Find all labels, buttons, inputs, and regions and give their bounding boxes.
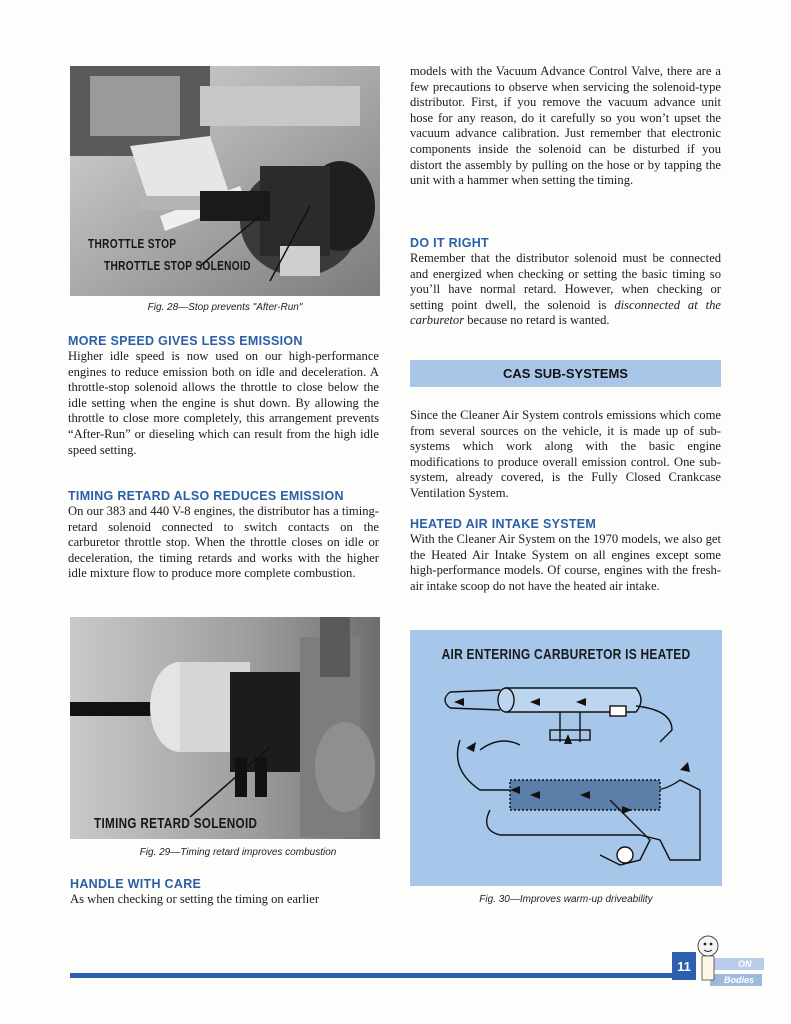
heading-do-it-right: DO IT RIGHT [410,236,489,250]
watermark-text-top: ON [738,959,752,969]
fig29-photo [70,617,380,839]
fig30-caption: Fig. 30—Improves warm-up driveability [479,894,653,905]
timing-retard-solenoid-label: TIMING RETARD SOLENOID [94,815,258,832]
paragraph-more-speed: Higher idle speed is now used on our high-performance engines to reduce emission both on idle and deceleration. A throttle-stop solenoid allows the throttle to close below the idle setting when the engine is shut down. By allowing the throttle to close more completely, this arrangement prevents “After-Run” or dieseling which can result from the high idle speed setting. [68,349,379,457]
heading-heated-air-intake: HEATED AIR INTAKE SYSTEM [410,517,597,531]
watermark-logo [696,930,768,992]
fig30-diagram [410,630,722,886]
throttle-stop-label: THROTTLE STOP [88,236,177,251]
do-it-right-text-a: Remember that the distributor solenoid must be connected and energized when checking or setting the basic timing so you’ll have normal retard. However, when checking or setting point dwell, the solenoid is [410,251,721,312]
paragraph-handle-with-care: As when checking or setting the timing on earlier [70,892,320,906]
throttle-stop-solenoid-label: THROTTLE STOP SOLENOID [104,258,251,273]
heading-handle-with-care: HANDLE WITH CARE [70,877,202,891]
fig28-caption: Fig. 28—Stop prevents "After-Run" [147,302,303,313]
footer-rule [70,973,675,978]
paragraph-timing-retard: On our 383 and 440 V-8 engines, the distributor has a timing-retard solenoid connected to switch contacts on the carburetor throttle stop. When the throttle closes on idle or deceleration, the timing retards and works with the higher idle mixture flow to produce more complete combustion. [68,504,379,581]
do-it-right-text-b: because no retard is wanted. [464,313,610,328]
page-number: 11 [672,952,696,980]
heading-more-speed: MORE SPEED GIVES LESS EMISSION [68,334,303,348]
heading-timing-retard: TIMING RETARD ALSO REDUCES EMISSION [68,489,344,503]
fig29-caption: Fig. 29—Timing retard improves combustion [139,847,337,858]
do-it-right-emphasis: disconnected at the carburetor [410,297,721,328]
paragraph-heated-air: With the Cleaner Air System on the 1970 models, we also get the Heated Air Intake System on all engines except some high-performance models. Of course, engines with the fresh-air intake scoop do not have the heated air intake. [410,532,721,593]
air-intake-diagram [410,630,722,886]
paragraph-cas: Since the Cleaner Air System controls emissions which come from several sources on the vehicle, it is made up of sub-systems which work along with the basic engine modifications to produce overall emission control. One sub-system, already covered, is the Fully Closed Crankcase Ventilation System. [410,408,721,500]
cas-sub-systems-banner: CAS SUB-SYSTEMS [410,360,721,387]
fig28-photo [70,66,380,296]
paragraph-vacuum-advance: models with the Vacuum Advance Control Valve, there are a few precautions to observe when servicing the solenoid-type distributor. First, if you remove the vacuum advance unit hose for any reason, do it carefully so you won’t upset the vacuum advance calibration. Just remember that electronic components inside the solenoid can be disturbed if you distort the assembly by pulling on the hose or by tapping the unit with a hammer when setting the timing. [410,64,721,188]
paragraph-do-it-right [410,251,721,329]
fig30-title: AIR ENTERING CARBURETOR IS HEATED [441,646,691,663]
watermark-text-bottom: Bodies [724,975,755,985]
